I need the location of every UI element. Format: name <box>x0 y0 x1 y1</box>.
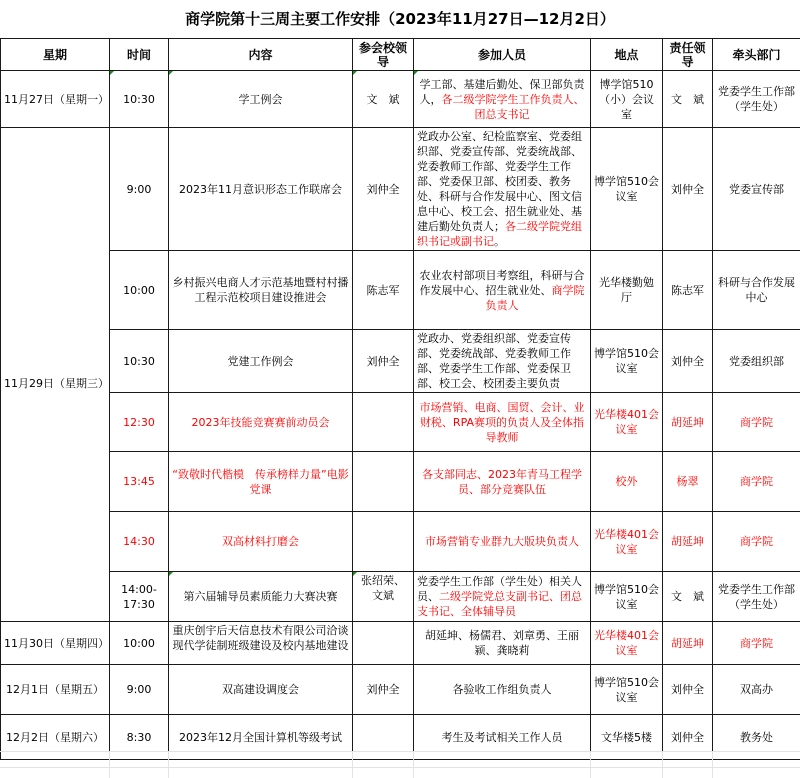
leader-cell <box>353 512 414 572</box>
time-cell: 10:00 <box>110 251 169 330</box>
time-cell: 9:00 <box>110 665 169 715</box>
participants-highlight: 各二级学院党组织书记或副书记 <box>417 220 582 248</box>
location-cell: 光华楼401会议室 <box>591 622 663 665</box>
day-cell: 12月1日（星期五） <box>1 665 110 715</box>
location-cell: 校外 <box>591 452 663 512</box>
table-row <box>1 330 800 393</box>
participants-cell <box>414 128 591 251</box>
responsible-cell: 刘仲全 <box>663 330 713 393</box>
responsible-cell: 胡延坤 <box>663 622 713 665</box>
table-row <box>1 251 800 330</box>
header-location: 地点 <box>591 39 663 71</box>
time-cell: 9:00 <box>110 128 169 251</box>
header-participants: 参加人员 <box>414 39 591 71</box>
table-row <box>1 128 800 251</box>
participants-cell: 各验收工作组负责人 <box>414 665 591 715</box>
content-cell: 2023年技能竞赛赛前动员会 <box>169 393 353 452</box>
header-row <box>1 39 800 71</box>
participants-highlight: 商学院负责人 <box>485 283 585 312</box>
location-cell: 光华楼401会议室 <box>591 393 663 452</box>
header-leader: 参会校领导 <box>353 39 414 71</box>
leader-cell: 刘仲全 <box>353 665 414 715</box>
content-cell: 乡村振兴电商人才示范基地暨村村播工程示范校项目建设推进会 <box>169 251 353 330</box>
participants-highlight: 二级学院党总支副书记、团总支书记、全体辅导员 <box>417 590 582 618</box>
department-cell: 教务处 <box>713 715 800 760</box>
header-time: 时间 <box>110 39 169 71</box>
leader-cell: 张绍荣、文斌 <box>353 572 414 622</box>
department-cell: 商学院 <box>713 452 800 512</box>
header-department: 牵头部门 <box>713 39 800 71</box>
day-cell: 11月29日（星期三） <box>1 128 110 622</box>
responsible-cell: 刘仲全 <box>663 665 713 715</box>
table-row <box>1 665 800 715</box>
participants-cell: 市场营销、电商、国贸、会计、业财税、RPA赛项的负责人及全体指导教师 <box>414 393 591 452</box>
table-row <box>1 512 800 572</box>
participants-cell <box>414 572 591 622</box>
department-cell: 党委学生工作部（学生处） <box>713 572 800 622</box>
content-cell: 党建工作例会 <box>169 330 353 393</box>
participants-cell: 各支部同志、2023年青马工程学员、部分竞赛队伍 <box>414 452 591 512</box>
department-cell: 党委学生工作部（学生处） <box>713 71 800 128</box>
time-cell: 10:00 <box>110 622 169 665</box>
day-cell: 11月30日（星期四） <box>1 622 110 665</box>
time-cell: 10:30 <box>110 330 169 393</box>
participants-text: 党政办公室、纪检监察室、党委组织部、党委宣传部、党委统战部、党委教师工作部、党委学生工作部、党委保卫部、校团委、教务处、科研与合作发展中心、图文信息中心、校工会、招生就业处、基建后勤处负责人； <box>417 130 582 233</box>
participants-cell <box>414 251 591 330</box>
time-cell: 14:00-17:30 <box>110 572 169 622</box>
participants-cell: 市场营销专业群九大版块负责人 <box>414 512 591 572</box>
participants-cell <box>414 71 591 128</box>
department-cell: 科研与合作发展中心 <box>713 251 800 330</box>
header-responsible: 责任领导 <box>663 39 713 71</box>
department-cell: 党委组织部 <box>713 330 800 393</box>
content-cell: 双高材料打磨会 <box>169 512 353 572</box>
department-cell: 商学院 <box>713 393 800 452</box>
leader-cell <box>353 393 414 452</box>
responsible-cell: 刘仲全 <box>663 128 713 251</box>
leader-cell: 陈志军 <box>353 251 414 330</box>
location-cell: 光华楼401会议室 <box>591 512 663 572</box>
participants-cell: 党政办、党委组织部、党委宣传部、党委统战部、党委教师工作部、党委学生工作部、党委保卫部、校工会、校团委主要负责 <box>414 330 591 393</box>
leader-cell <box>353 622 414 665</box>
content-cell: 学工例会 <box>169 71 353 128</box>
participants-cell: 考生及考试相关工作人员 <box>414 715 591 760</box>
content-cell: 第六届辅导员素质能力大赛决赛 <box>169 572 353 622</box>
responsible-cell: 文 斌 <box>663 71 713 128</box>
location-cell: 光华楼勤勉厅 <box>591 251 663 330</box>
day-cell: 11月27日（星期一） <box>1 71 110 128</box>
time-cell: 8:30 <box>110 715 169 760</box>
table-row <box>1 393 800 452</box>
department-cell: 党委宣传部 <box>713 128 800 251</box>
content-cell: 2023年12月全国计算机等级考试 <box>169 715 353 760</box>
department-cell: 双高办 <box>713 665 800 715</box>
day-cell: 12月2日（星期六） <box>1 715 110 760</box>
participants-text: 党委学生工作部（学生处）相关人员、 <box>417 575 582 603</box>
content-cell: “致敬时代楷模 传承榜样力量”电影党课 <box>169 452 353 512</box>
location-cell: 博学馆510会议室 <box>591 572 663 622</box>
time-cell: 10:30 <box>110 71 169 128</box>
participants-cell: 胡延坤、杨儒君、刘章勇、王丽颍、龚晓莉 <box>414 622 591 665</box>
time-cell: 14:30 <box>110 512 169 572</box>
participants-tail: 。 <box>494 235 505 248</box>
time-cell: 12:30 <box>110 393 169 452</box>
responsible-cell: 胡延坤 <box>663 393 713 452</box>
header-day: 星期 <box>1 39 110 71</box>
leader-cell: 文 斌 <box>353 71 414 128</box>
location-cell: 博学馆510会议室 <box>591 128 663 251</box>
table-row <box>1 71 800 128</box>
responsible-cell: 陈志军 <box>663 251 713 330</box>
location-cell: 博学馆510会议室 <box>591 330 663 393</box>
participants-text: 农业农村部项目考察组，科研与合作发展中心、招生就业处、 <box>419 268 585 297</box>
table-row <box>1 572 800 622</box>
content-cell: 双高建设调度会 <box>169 665 353 715</box>
page-title: 商学院第十三周主要工作安排（2023年11月27日—12月2日） <box>185 10 615 28</box>
location-cell: 博学馆510会议室 <box>591 665 663 715</box>
leader-cell: 刘仲全 <box>353 330 414 393</box>
leader-cell: 刘仲全 <box>353 128 414 251</box>
location-cell: 文华楼5楼 <box>591 715 663 760</box>
header-content: 内容 <box>169 39 353 71</box>
participants-text: 学工部、基建后勤处、保卫部负责人， <box>419 77 585 106</box>
content-cell: 重庆创宇后天信息技术有限公司洽谈现代学徒制班级建设及校内基地建设 <box>169 622 353 665</box>
time-cell: 13:45 <box>110 452 169 512</box>
department-cell: 商学院 <box>713 512 800 572</box>
table-row <box>1 622 800 665</box>
responsible-cell: 胡延坤 <box>663 512 713 572</box>
responsible-cell: 文 斌 <box>663 572 713 622</box>
responsible-cell: 刘仲全 <box>663 715 713 760</box>
location-cell: 博学馆510（小）会议室 <box>591 71 663 128</box>
responsible-cell: 杨翠 <box>663 452 713 512</box>
content-cell: 2023年11月意识形态工作联席会 <box>169 128 353 251</box>
leader-cell <box>353 452 414 512</box>
schedule-table <box>0 38 800 760</box>
department-cell: 商学院 <box>713 622 800 665</box>
participants-highlight: 各二级学院学生工作负责人、团总支书记 <box>441 92 585 121</box>
empty-spreadsheet-grid <box>0 751 800 778</box>
table-row <box>1 452 800 512</box>
